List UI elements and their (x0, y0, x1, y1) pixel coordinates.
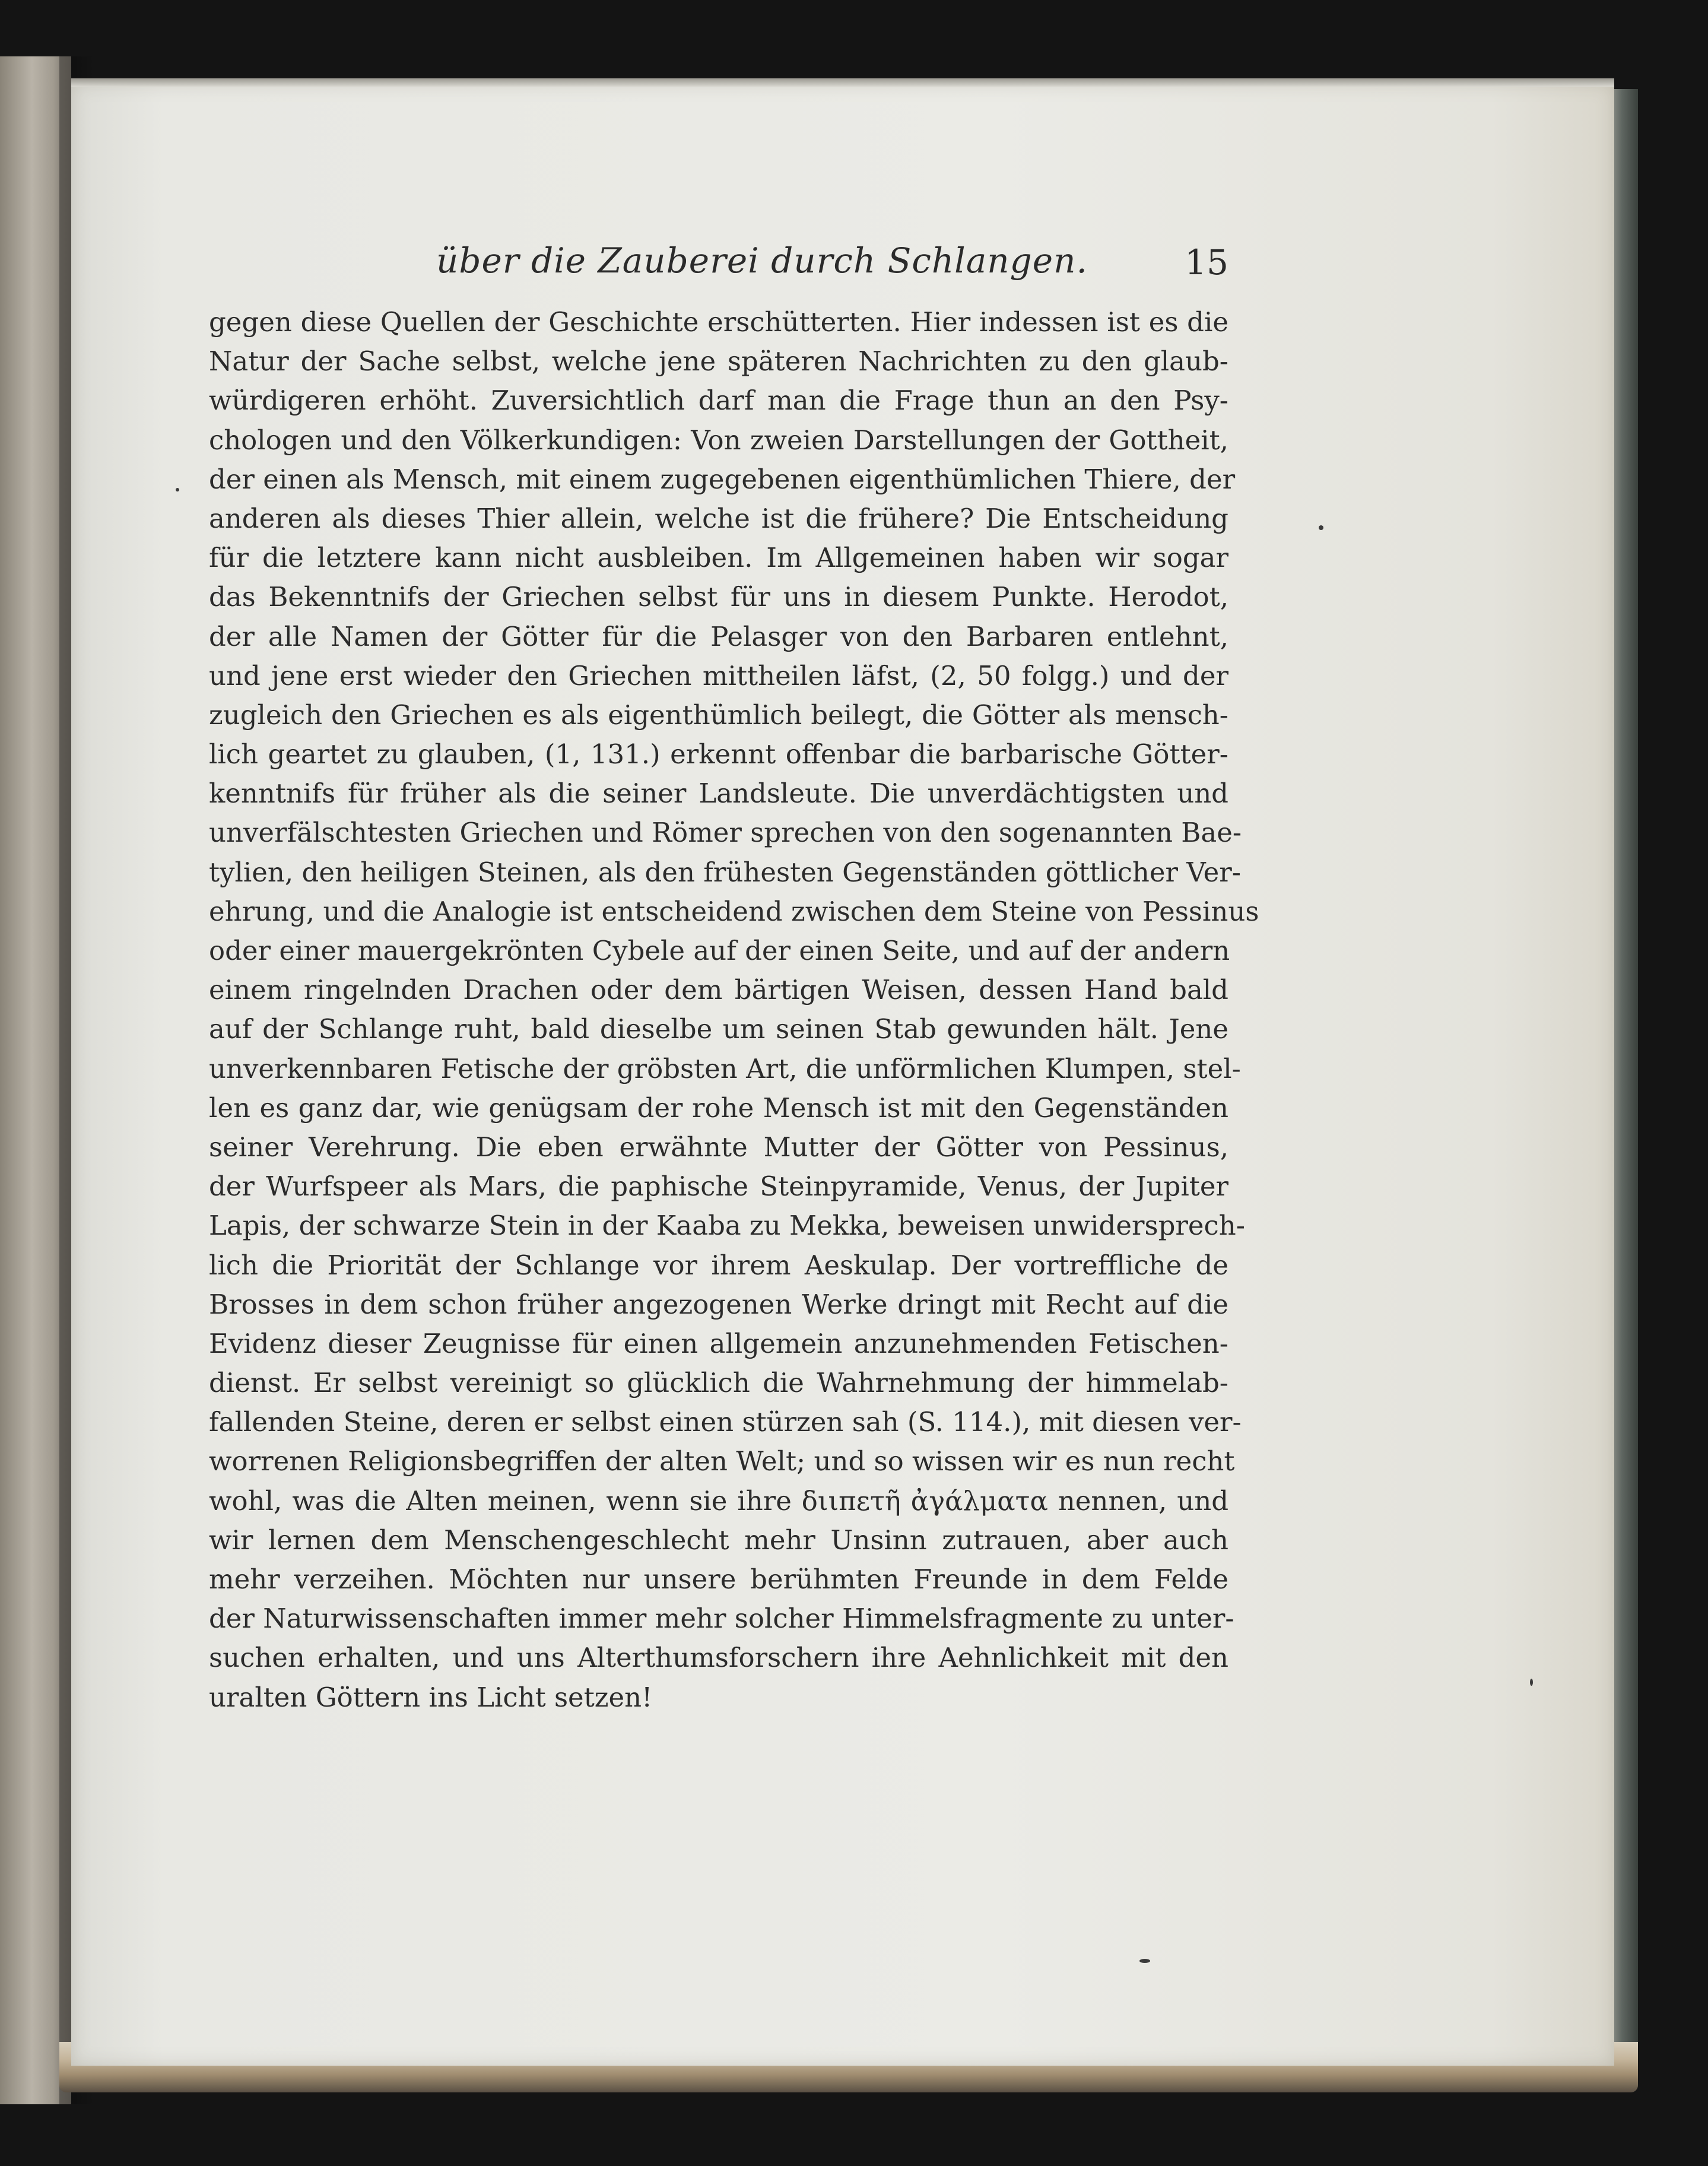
text-line: und jene erst wieder den Griechen mittheilen läfst, (2, 50 folgg.) und der (209, 659, 1228, 692)
text-line: würdigeren erhöht. Zuversichtlich darf man die Frage thun an den Psy- (209, 385, 1228, 417)
text-line: oder einer mauergekrönten Cybele auf der einen Seite, und auf der andern (209, 935, 1230, 966)
text-line: unverkennbaren Fetische der gröbsten Art, die unförmlichen Klumpen, stel- (209, 1052, 1241, 1084)
book-cover-edge (1611, 89, 1638, 2066)
text-line: seiner Verehrung. Die eben erwähnte Mutter der Götter von Pessinus, (209, 1131, 1228, 1163)
text-line: zugleich den Griechen es als eigenthümlich beilegt, die Götter als mensch- (209, 699, 1228, 731)
text-line: worrenen Religionsbegriffen der alten Welt; und so wissen wir es nun recht (209, 1445, 1235, 1477)
text-line: Brosses in dem schon früher angezogenen Werke dringt mit Recht auf die (209, 1288, 1228, 1320)
text-line: der Naturwissenschaften immer mehr solcher Himmelsfragmente zu unter- (209, 1603, 1234, 1635)
text-line: wir lernen dem Menschengeschlecht mehr Unsinn zutrauen, aber auch (209, 1524, 1228, 1556)
text-line: chologen und den Völkerkundigen: Von zweien Darstellungen der Gottheit, (209, 424, 1228, 456)
text-line: lich geartet zu glauben, (1, 131.) erkennt offenbar die barbarische Götter- (209, 738, 1228, 770)
paper-speck (176, 488, 179, 491)
text-line: wohl, was die Alten meinen, wenn sie ihre διιπετῆ ἀγάλματα nennen, und (209, 1485, 1228, 1517)
running-head (208, 237, 1228, 291)
text-line: dienst. Er selbst vereinigt so glücklich die Wahrnehmung der himmelab- (209, 1367, 1228, 1399)
text-line: mehr verzeihen. Möchten nur unsere berühmten Freunde in dem Felde (209, 1564, 1228, 1595)
text-line: der einen als Mensch, mit einem zugegebenen eigenthümlichen Thiere, der (209, 463, 1236, 495)
text-line: Lapis, der schwarze Stein in der Kaaba zu Mekka, beweisen unwidersprech- (209, 1210, 1245, 1242)
text-line: Evidenz dieser Zeugnisse für einen allgemein anzunehmenden Fetischen- (209, 1327, 1228, 1359)
text-line: anderen als dieses Thier allein, welche ist die frühere? Die Entscheidung (209, 502, 1228, 534)
text-line-last: uralten Göttern ins Licht setzen! (209, 1681, 653, 1713)
page-top-edge (71, 78, 1614, 87)
text-line: kenntnifs für früher als die seiner Landsleute. Die unverdächtigsten und (209, 778, 1228, 810)
text-line: das Bekenntnifs der Griechen selbst für uns in diesem Punkte. Herodot, (209, 581, 1228, 613)
text-line: auf der Schlange ruht, bald dieselbe um seinen Stab gewunden hält. Jene (209, 1013, 1228, 1045)
text-line: tylien, den heiligen Steinen, als den frühesten Gegenständen göttlicher Ver- (209, 856, 1241, 888)
body-text (209, 303, 1259, 1717)
page-number: 15 (1185, 242, 1228, 283)
text-line: gegen diese Quellen der Geschichte erschütterten. Hier indessen ist es die (209, 306, 1228, 338)
text-line: len es ganz dar, wie genügsam der rohe Mensch ist mit den Gegenständen (209, 1092, 1228, 1124)
text-line: suchen erhalten, und uns Alterthumsforschern ihre Aehnlichkeit mit den (209, 1642, 1228, 1674)
text-line: Natur der Sache selbst, welche jene späteren Nachrichten zu den glaub- (209, 345, 1228, 378)
paper-speck (1319, 525, 1323, 530)
text-line: der alle Namen der Götter für die Pelasger von den Barbaren entlehnt, (209, 620, 1228, 652)
text-line: lich die Priorität der Schlange vor ihrem Aeskulap. Der vortreffliche de (209, 1249, 1228, 1281)
text-line: unverfälschtesten Griechen und Römer sprechen von den sogenannten Bae- (209, 817, 1242, 849)
text-line: für die letztere kann nicht ausbleiben. Im Allgemeinen haben wir sogar (209, 542, 1228, 574)
running-title: über die Zauberei durch Schlangen. (436, 240, 1088, 281)
text-line: ehrung, und die Analogie ist entscheidend zwischen dem Steine von Pessinus (209, 895, 1259, 927)
text-line: fallenden Steine, deren er selbst einen stürzen sah (S. 114.), mit diesen ver- (209, 1406, 1242, 1438)
text-line: einem ringelnden Drachen oder dem bärtigen Weisen, dessen Hand bald (209, 974, 1228, 1006)
paper-speck (1139, 1959, 1150, 1963)
text-line: der Wurfspeer als Mars, die paphische Steinpyramide, Venus, der Jupiter (209, 1171, 1228, 1203)
paper-speck (1530, 1679, 1533, 1686)
